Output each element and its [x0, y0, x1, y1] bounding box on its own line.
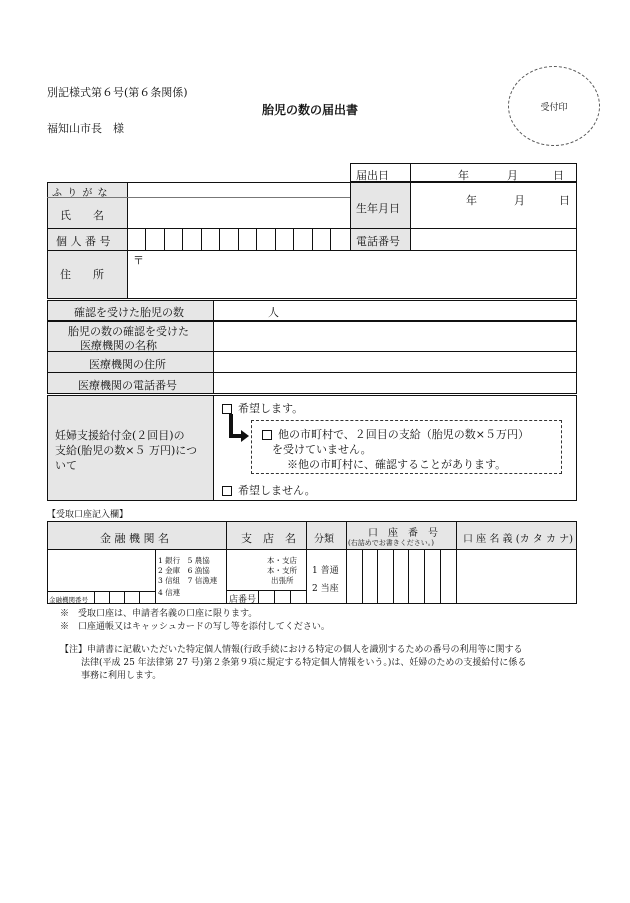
birth-month-label: 月	[514, 194, 525, 207]
furigana-label: ふ り が な	[52, 188, 109, 199]
bank-types-2: 2 金庫 6 漁協	[158, 566, 210, 575]
branch-header: 支 店 名	[241, 532, 296, 545]
page-title: 胎児の数の届出書	[262, 103, 359, 117]
arrow-down-right-icon	[225, 414, 253, 446]
personal-number-label: 個 人 番 号	[56, 235, 111, 248]
stamp-label: 受付印	[540, 103, 568, 113]
bank-types-3: 3 信組 7 信漁連	[158, 576, 218, 585]
branch-kind-1: 本・支店	[267, 556, 297, 565]
checkbox-no[interactable]	[222, 486, 232, 496]
caution-line-3: 事務に利用します。	[81, 671, 162, 681]
fetus-count-label: 確認を受けた胎児の数	[74, 306, 184, 319]
option-no[interactable]	[222, 482, 316, 498]
address-label: 住 所	[60, 268, 104, 281]
submit-day-label: 日	[553, 169, 564, 182]
form-number: 別記様式第６号(第６条関係)	[47, 86, 188, 99]
submit-month-label: 月	[507, 169, 518, 182]
institution-name-label-2: 医療機関の名称	[80, 339, 157, 352]
benefit-label-3: いて	[55, 459, 77, 472]
branch-kind-2: 本・支所	[267, 566, 297, 575]
account-type-2[interactable]: 2 当座	[312, 584, 339, 594]
account-subheader: (右詰めでお書きください。)	[348, 539, 434, 547]
submit-year-label: 年	[458, 169, 469, 182]
account-header: 口 座 番 号	[368, 528, 438, 539]
submit-date-label: 届出日	[356, 169, 389, 182]
bank-section-title: 【受取口座記入欄】	[47, 510, 129, 520]
note-attach-copy: ※ 口座通帳又はキャッシュカードの写し等を添付してください。	[60, 622, 330, 632]
institution-code-label: 金融機関番号	[49, 596, 88, 604]
caution-line-1: 【注】申請書に記載いただいた特定個人情報(行政手続における特定の個人を識別するための番号の利用等に関する	[60, 645, 523, 655]
branch-code-label: 店番号	[229, 595, 257, 605]
confirmation-checkbox-row[interactable]	[262, 426, 529, 442]
checkbox-yes[interactable]	[222, 404, 232, 414]
checkbox-not-received[interactable]	[262, 430, 272, 440]
branch-kind-3: 出張所	[271, 576, 294, 585]
option-no-label: 希望しません。	[238, 484, 316, 497]
birthdate-label: 生年月日	[356, 202, 400, 215]
bank-types-1: 1 銀行 5 農協	[158, 556, 210, 565]
institution-header: 金 融 機 関 名	[100, 532, 169, 545]
name-label: 氏 名	[60, 209, 104, 222]
note-line-1: 他の市町村で、２回目の支給（胎児の数×５万円）	[278, 428, 529, 441]
reception-stamp-area	[508, 66, 600, 146]
note-line-3: ※他の市町村に、確認することがあります。	[287, 458, 507, 471]
postal-mark: 〒	[133, 254, 144, 267]
option-yes-label: 希望します。	[238, 402, 304, 415]
holder-header: 口 座 名 義 (カ タ カ ナ)	[463, 534, 574, 545]
type-header: 分類	[314, 534, 334, 545]
institution-name-label-1: 胎児の数の確認を受けた	[68, 325, 189, 338]
institution-address-label: 医療機関の住所	[89, 358, 166, 371]
benefit-label-2: 支給(胎児の数×５ 万円)につ	[55, 444, 198, 457]
note-line-2: を受けていません。	[272, 443, 372, 456]
caution-line-2: 法律(平成 25 年法律第 27 号)第２条第９項に規定する特定個人情報をいう。)は、妊婦のための支援給付に係る	[81, 658, 527, 668]
birth-day-label: 日	[559, 194, 570, 207]
bank-types-4: 4 信連	[158, 588, 181, 597]
phone-label: 電話番号	[356, 235, 400, 248]
benefit-label-1: 妊婦支援給付金(２回目)の	[55, 429, 185, 442]
addressee: 福知山市長 様	[47, 122, 124, 135]
institution-phone-label: 医療機関の電話番号	[78, 379, 177, 392]
birth-year-label: 年	[466, 194, 477, 207]
fetus-count-unit: 人	[268, 306, 279, 319]
note-account-owner: ※ 受取口座は、申請者名義の口座に限ります。	[60, 609, 258, 619]
account-type-1[interactable]: 1 普通	[312, 566, 339, 576]
